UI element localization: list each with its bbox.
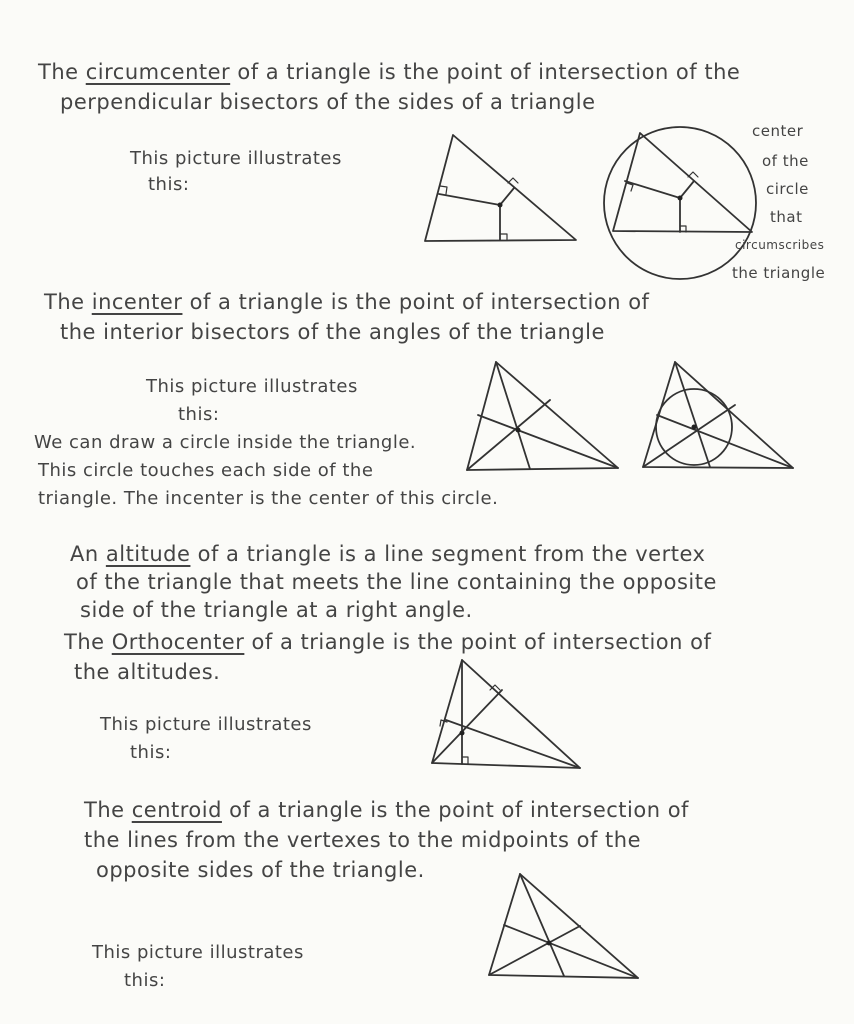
term-circumcenter: circumcenter xyxy=(85,60,231,84)
term-centroid: centroid xyxy=(131,798,222,822)
altitude-definition-line3: side of the triangle at a right angle. xyxy=(80,598,473,622)
side-note-line: circle xyxy=(766,180,809,198)
circumcenter-caption-line2: this: xyxy=(148,174,190,195)
centroid-caption-line1: This picture illustrates xyxy=(92,942,304,963)
incenter-caption-line1: This picture illustrates xyxy=(146,376,358,397)
term-incenter: incenter xyxy=(91,290,183,314)
median xyxy=(504,925,638,978)
side-note-line: center xyxy=(752,122,804,140)
text-fragment: The xyxy=(64,630,112,654)
incenter-definition-line2: the interior bisectors of the angles of the triangle xyxy=(60,320,605,344)
incenter-note-line1: We can draw a circle inside the triangle. xyxy=(34,432,417,453)
term-altitude: altitude xyxy=(105,542,191,566)
incenter-note-line3: triangle. The incenter is the center of this circle. xyxy=(38,488,499,509)
side-note-line: circumscribes xyxy=(735,238,825,252)
text-fragment: of a triangle is the point of intersection of xyxy=(244,630,712,654)
side-note-line: of the xyxy=(762,152,809,170)
text-fragment: of a triangle is the point of intersection of xyxy=(182,290,650,314)
text-fragment: of a triangle is the point of intersection of the xyxy=(230,60,741,84)
incenter-note-line2: This circle touches each side of the xyxy=(38,460,374,481)
circumcenter-definition-line2: perpendicular bisectors of the sides of a triangle xyxy=(60,90,596,114)
text-fragment: of a triangle is a line segment from the vertex xyxy=(190,542,706,566)
centroid-definition-line2: the lines from the vertexes to the midpoints of the xyxy=(84,828,641,852)
side-note-line: that xyxy=(770,208,803,226)
orthocenter-caption-line1: This picture illustrates xyxy=(100,714,312,735)
centroid-definition-line3: opposite sides of the triangle. xyxy=(96,858,425,882)
text-fragment: The xyxy=(38,60,86,84)
text-fragment: An xyxy=(70,542,106,566)
centroid-point xyxy=(547,941,552,946)
incenter-caption-line2: this: xyxy=(178,404,220,425)
altitude-definition-line2: of the triangle that meets the line containing the opposite xyxy=(76,570,717,594)
circumcenter-caption-line1: This picture illustrates xyxy=(130,148,342,169)
text-fragment: The xyxy=(44,290,92,314)
orthocenter-definition-line2: the altitudes. xyxy=(74,660,221,684)
orthocenter-caption-line2: this: xyxy=(130,742,172,763)
text-fragment: The xyxy=(84,798,132,822)
text-fragment: of a triangle is the point of intersection of xyxy=(221,798,689,822)
median xyxy=(520,874,564,976)
term-orthocenter: Orthocenter xyxy=(111,630,245,654)
centroid-caption-line2: this: xyxy=(124,970,166,991)
side-note-line: the triangle xyxy=(732,264,826,282)
